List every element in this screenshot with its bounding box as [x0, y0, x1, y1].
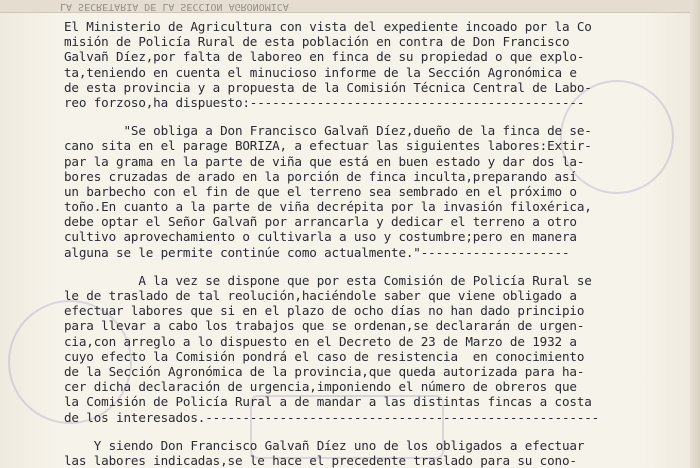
text-line: de los interesados.-----------------------------------------------------	[64, 409, 600, 425]
text-line: Y siendo Don Francisco Galvañ Díez uno de los obligados a efectuar	[64, 437, 585, 453]
text-line: alguna se le permite continúe como actualmente."--------------------	[64, 244, 570, 260]
paragraph-2	[64, 123, 644, 260]
paragraph-4	[64, 438, 644, 468]
header-strip-text: LA SECRETARÍA DE LA SECCIÓN AGRONÓMICA	[60, 1, 289, 12]
text-line: reo forzoso,ha dispuesto:---------------------------------------------	[64, 94, 585, 110]
text-line: de esta provincia y a propuesta de la Comisión Técnica Central de Labo-	[64, 79, 592, 95]
text-line: la Comisión de Policía Rural a de mandar a las distintas fincas a costa	[64, 394, 592, 410]
text-line: toño.En cuanto a la parte de viña decrépita por la invasión filoxérica,	[64, 199, 592, 215]
typed-letter	[64, 8, 644, 468]
text-line: las labores indicadas,se le hace el precedente traslado para su cono-	[64, 452, 577, 468]
text-line: le de traslado de tal reolución,haciéndole saber que viene obligado a	[64, 288, 577, 303]
text-line: ta,teniendo en cuenta el minucioso informe de la Sección Agronómica e	[64, 64, 577, 80]
paragraph-3	[64, 273, 644, 425]
text-line: par la grama en la parte de viña que está en buen estado y dar dos la-	[64, 153, 585, 169]
text-line: cuyo efecto la Comisión pondrá el caso de resistencia en conocimiento	[64, 348, 585, 364]
text-line: cia,con arreglo a lo dispuesto en el Decreto de 23 de Marzo de 1932 a	[64, 333, 577, 349]
text-line: para llevar a cabo los trabajos que se ordenan,se declararán de urgen-	[64, 318, 585, 334]
text-line: misión de Policía Rural de esta población en contra de Don Francisco	[64, 34, 570, 50]
text-line: "Se obliga a Don Francisco Galvañ Díez,dueño de la finca de se-	[64, 123, 592, 139]
text-line: cano sita en el parage BORIZA, a efectuar las siguientes labores:Extir-	[64, 138, 592, 154]
text-line: bores cruzadas de arado en la porción de finca inculta,preparando así	[64, 168, 577, 184]
text-line: El Ministerio de Agricultura con vista del expediente incoado por la Co	[64, 19, 592, 34]
text-line: un barbecho con el fin de que el terreno sea sembrado en el próximo o	[64, 183, 577, 199]
text-line: A la vez se dispone que por esta Comisión de Policía Rural se	[64, 272, 592, 288]
paragraph-1	[64, 19, 644, 110]
text-line: Galvañ Díez,por falta de laboreo en finca de su propiedad o que explo-	[64, 49, 585, 65]
text-line: debe optar el Señor Galvañ por arrancarla y dedicar el terreno a otro	[64, 214, 577, 230]
text-line: de la Sección Agronómica de la provincia,que queda autorizada para ha-	[64, 363, 585, 379]
page-edge	[690, 0, 700, 468]
text-line: cultivo aprovechamiento o cultivarla a uso y costumbre;pero en manera	[64, 229, 577, 245]
text-line: cer dicha declaración de urgencia,imponiendo el número de obreros que	[64, 379, 577, 395]
text-line: efectuar labores que si en el plazo de ocho días no han dado principio	[64, 303, 585, 319]
